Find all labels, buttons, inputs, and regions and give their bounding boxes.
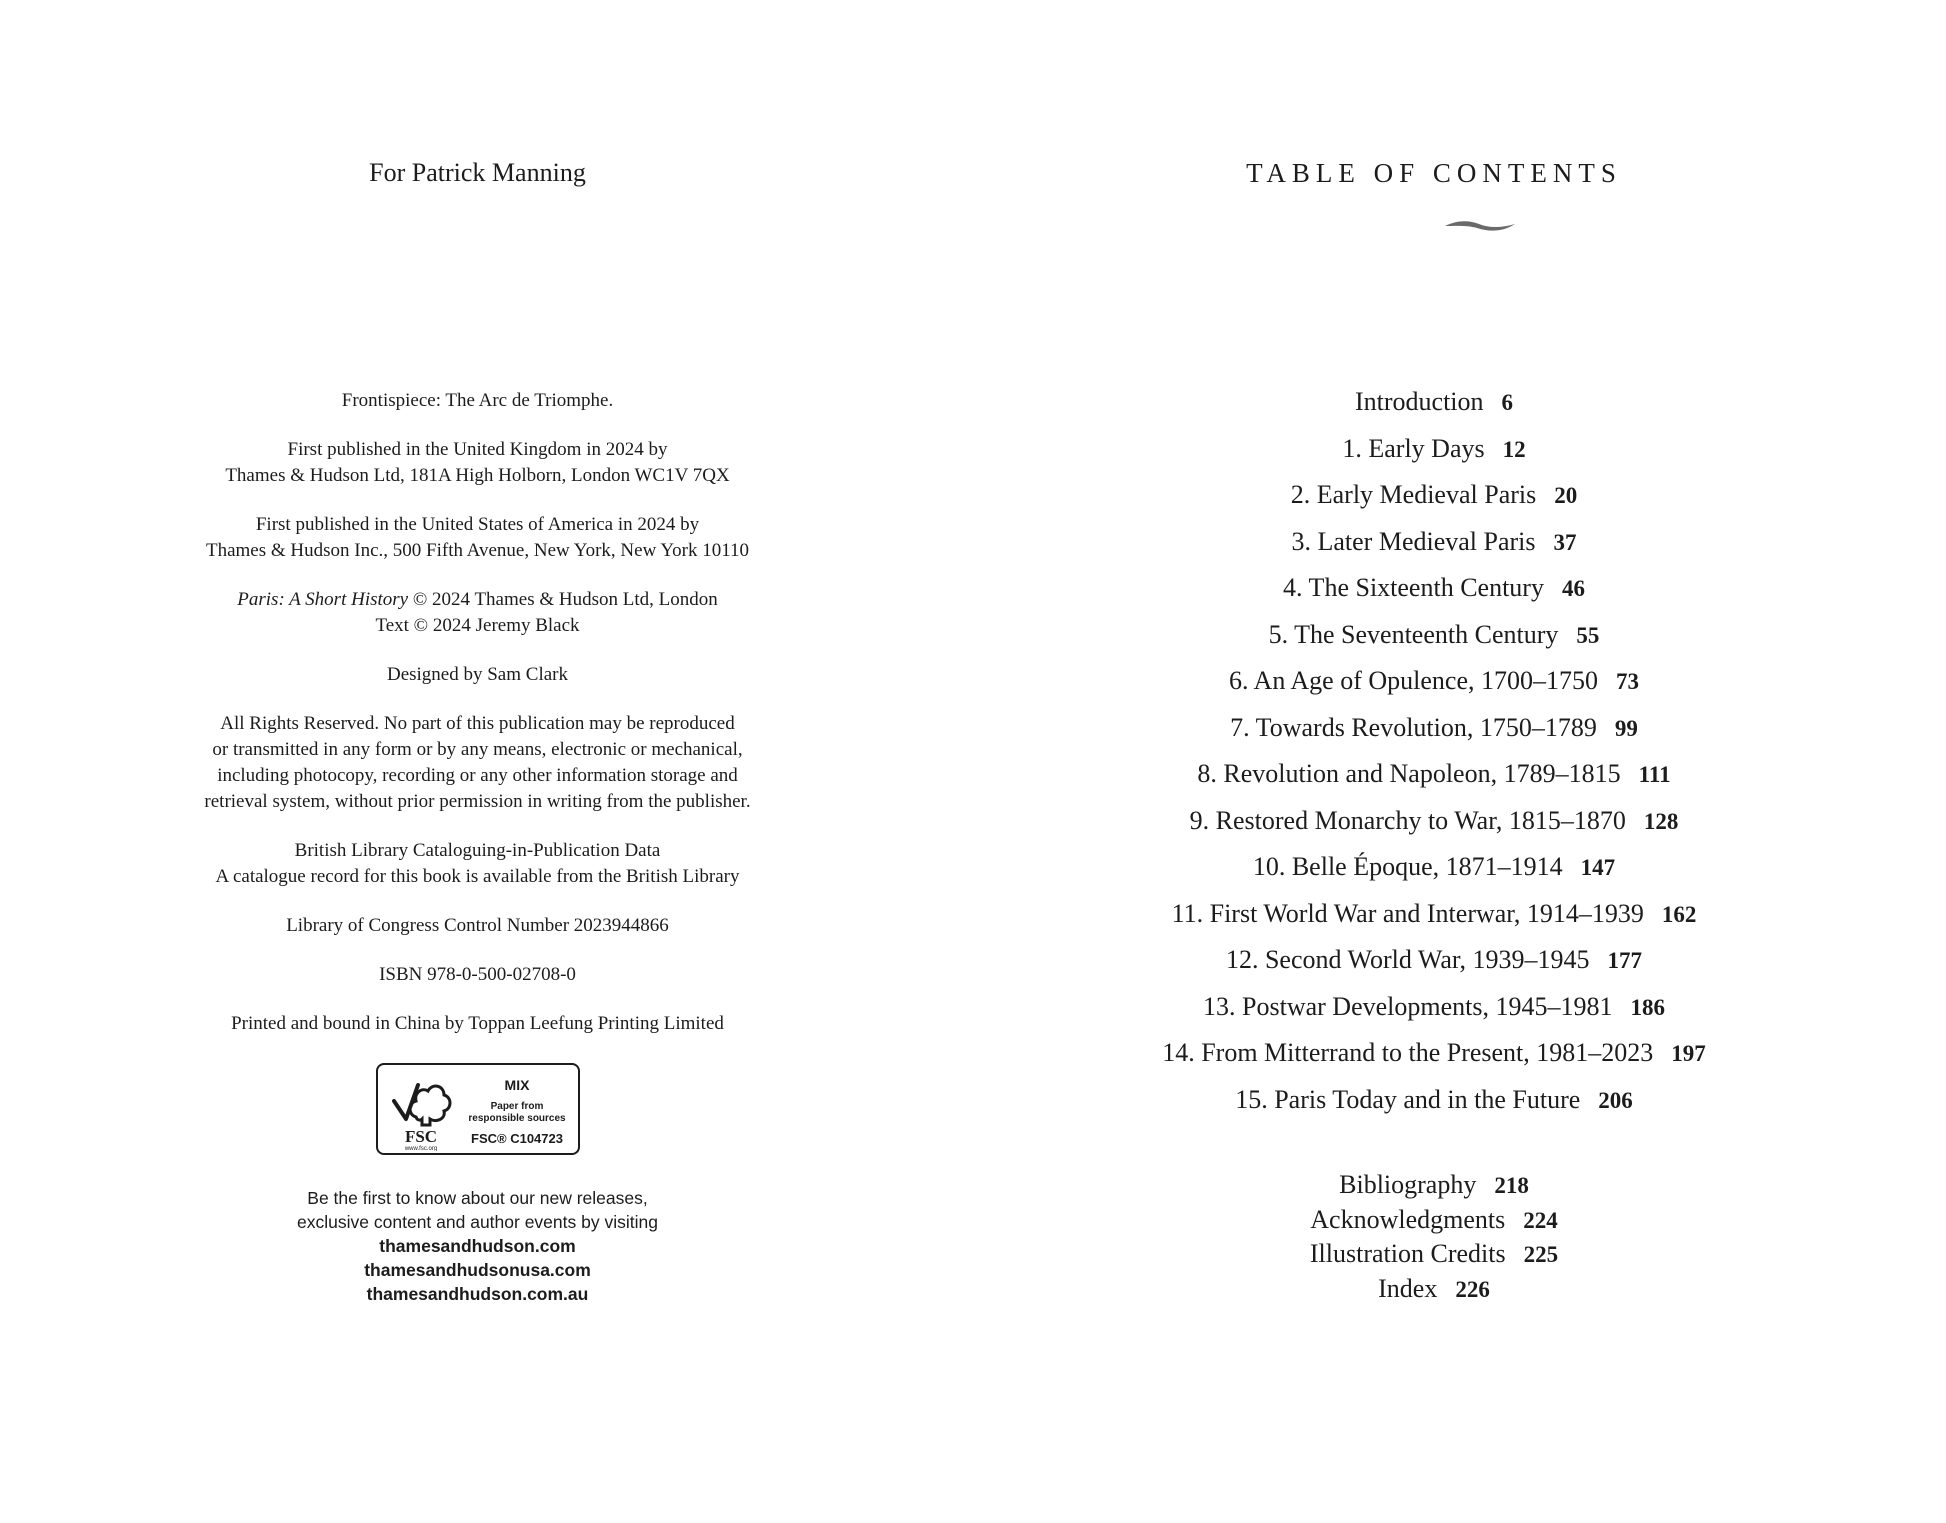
- toc-entry[interactable]: [922, 984, 1946, 1031]
- toc-chapter-list: [922, 379, 1946, 1123]
- fsc-code: FSC® C104723: [471, 1131, 563, 1146]
- toc-entry[interactable]: [922, 891, 1946, 938]
- loc-control-number: Library of Congress Control Number 2023944866: [286, 915, 669, 936]
- toc-entry[interactable]: [922, 1030, 1946, 1077]
- designer-credit: Designed by Sam Clark: [386, 664, 568, 685]
- toc-entry-label: 11. First World War and Interwar, 1914–1939: [1171, 898, 1644, 928]
- toc-entry-label: 1. Early Days: [1342, 433, 1485, 463]
- toc-entry-page-number: 111: [1638, 762, 1671, 787]
- publisher-promo: Be the first to know about our new releases, exclusive content and author events by visiting thamesandhudson.com thamesandhudsonusa.com thamesandhudson.com.au: [230, 1186, 725, 1306]
- toc-entry[interactable]: [922, 798, 1946, 845]
- toc-entry[interactable]: [922, 1168, 1946, 1203]
- toc-entry-page-number: 225: [1523, 1242, 1559, 1267]
- toc-entry[interactable]: [922, 612, 1946, 659]
- toc-entry-label: 15. Paris Today and in the Future: [1235, 1084, 1581, 1114]
- toc-back-matter: [922, 1168, 1946, 1306]
- toc-entry-page-number: 224: [1523, 1207, 1558, 1233]
- toc-title: TABLE OF CONTENTS: [1246, 158, 1622, 188]
- toc-entry[interactable]: [922, 937, 1946, 984]
- toc-entry[interactable]: [922, 705, 1946, 752]
- toc-entry-label: 2. Early Medieval Paris: [1290, 480, 1537, 509]
- toc-entry-page-number: 226: [1455, 1276, 1490, 1302]
- toc-entry-page-number: 55: [1576, 622, 1600, 648]
- toc-entry-page-number: 186: [1630, 994, 1665, 1020]
- toc-entry-page-number: 6: [1501, 390, 1514, 415]
- toc-entry[interactable]: [922, 565, 1946, 612]
- fsc-mix-label: MIX: [504, 1077, 530, 1093]
- toc-entry[interactable]: [922, 844, 1946, 891]
- toc-entry-label: Acknowledgments: [1310, 1204, 1506, 1234]
- website-link[interactable]: thamesandhudsonusa.com: [364, 1260, 591, 1280]
- book-title: Paris: A Short History: [237, 589, 409, 610]
- toc-entry[interactable]: [922, 658, 1946, 705]
- toc-entry-label: Index: [1378, 1273, 1438, 1303]
- contents-page: [955, 0, 1946, 1523]
- toc-entry-label: 7. Towards Revolution, 1750–1789: [1230, 712, 1597, 742]
- toc-entry[interactable]: [922, 1203, 1946, 1238]
- toc-entry-label: 5. The Seventeenth Century: [1268, 619, 1559, 649]
- toc-entry-page-number: 73: [1616, 669, 1639, 694]
- us-publication: First published in the United States of America in 2024 by Thames & Hudson Inc., 500 Fifth Avenue, New York, New York 10110: [205, 514, 750, 561]
- toc-entry-page-number: 177: [1607, 948, 1643, 973]
- toc-entry[interactable]: [922, 1237, 1946, 1272]
- rights-reserved: All Rights Reserved. No part of this publication may be reproduced or transmitted in any form or by any means, electronic or mechanical, including photocopy, recording or any other information storage and retrieval system, without prior permission in writing from the publisher.: [204, 713, 751, 812]
- toc-entry-page-number: 37: [1553, 529, 1577, 555]
- toc-entry-page-number: 206: [1598, 1087, 1633, 1113]
- toc-entry-page-number: 99: [1614, 715, 1638, 741]
- dedication: For Patrick Manning: [369, 158, 586, 187]
- toc-entry-page-number: 12: [1502, 436, 1526, 462]
- fsc-tree-checkmark-icon: [386, 1071, 456, 1151]
- toc-entry-page-number: 147: [1580, 855, 1616, 880]
- printer-credit: Printed and bound in China by Toppan Leefung Printing Limited: [231, 1013, 724, 1034]
- toc-entry-label: 9. Restored Monarchy to War, 1815–1870: [1189, 805, 1626, 835]
- toc-entry-label: Illustration Credits: [1309, 1239, 1506, 1268]
- toc-entry[interactable]: [922, 1272, 1946, 1307]
- toc-entry-page-number: 197: [1671, 1041, 1706, 1066]
- toc-entry[interactable]: [922, 751, 1946, 798]
- toc-entry[interactable]: [922, 1077, 1946, 1124]
- flourish-ornament-icon: [1443, 216, 1517, 234]
- fsc-logo-url: www.fsc.org: [404, 1146, 438, 1151]
- toc-entry-label: Bibliography: [1339, 1170, 1477, 1199]
- british-library-data: British Library Cataloguing-in-Publication Data A catalogue record for this book is available from the British Library: [215, 840, 740, 887]
- toc-entry[interactable]: [922, 472, 1946, 519]
- uk-publication: First published in the United Kingdom in 2024 by Thames & Hudson Ltd, 181A High Holborn, London WC1V 7QX: [225, 439, 730, 486]
- toc-entry-label: 8. Revolution and Napoleon, 1789–1815: [1197, 759, 1621, 788]
- toc-entry-page-number: 218: [1494, 1173, 1529, 1198]
- toc-entry-label: 4. The Sixteenth Century: [1283, 573, 1544, 602]
- website-link[interactable]: thamesandhudson.com: [379, 1236, 576, 1256]
- copyright-notice: Paris: A Short History © 2024 Thames & Hudson Ltd, London Text © 2024 Jeremy Black: [237, 589, 718, 636]
- toc-entry-label: 3. Later Medieval Paris: [1291, 526, 1536, 556]
- imprint-block: [130, 388, 825, 1060]
- toc-entry-label: Introduction: [1354, 387, 1484, 416]
- toc-entry[interactable]: [922, 519, 1946, 566]
- toc-entry[interactable]: [922, 426, 1946, 473]
- website-link[interactable]: thamesandhudson.com.au: [366, 1284, 589, 1304]
- toc-entry-page-number: 46: [1561, 576, 1585, 601]
- toc-entry-label: 10. Belle Époque, 1871–1914: [1252, 852, 1563, 881]
- toc-entry-page-number: 162: [1661, 901, 1697, 927]
- fsc-logo: [376, 1063, 580, 1155]
- copyright-page: [0, 0, 955, 1523]
- fsc-paper-label: Paper from responsible sources: [468, 1101, 566, 1124]
- frontispiece-note: Frontispiece: The Arc de Triomphe.: [341, 390, 614, 411]
- fsc-logo-text: FSC: [404, 1127, 438, 1146]
- toc-entry-label: 14. From Mitterrand to the Present, 1981–2023: [1162, 1038, 1654, 1067]
- toc-entry[interactable]: [922, 379, 1946, 426]
- toc-entry-page-number: 20: [1554, 483, 1578, 508]
- toc-entry-label: 6. An Age of Opulence, 1700–1750: [1228, 666, 1598, 695]
- toc-entry-label: 12. Second World War, 1939–1945: [1225, 945, 1590, 974]
- isbn: ISBN 978-0-500-02708-0: [379, 964, 576, 985]
- toc-entry-page-number: 128: [1643, 808, 1679, 834]
- toc-entry-label: 13. Postwar Developments, 1945–1981: [1203, 991, 1613, 1021]
